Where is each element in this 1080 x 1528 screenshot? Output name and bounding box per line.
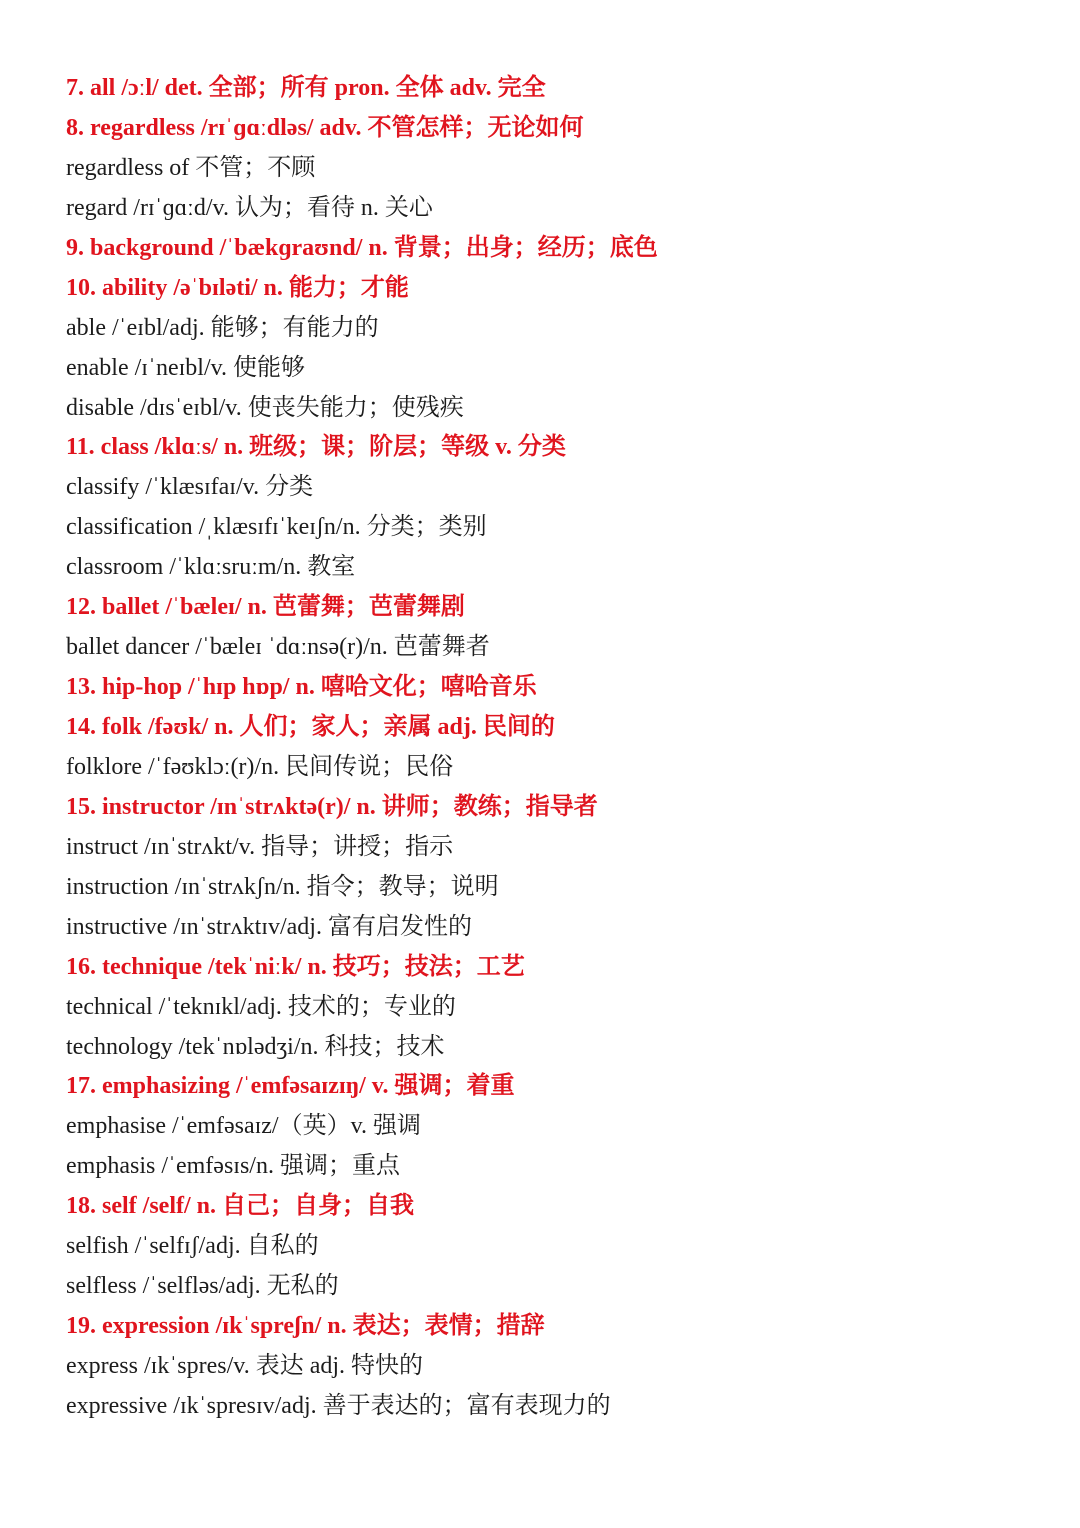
entry-derivative: folklore /ˈfəʊklɔː(r)/n. 民间传说；民俗	[66, 753, 454, 780]
entry-derivative: instruction /ɪnˈstrʌkʃn/n. 指令；教导；说明	[66, 873, 499, 900]
entry-derivative: technical /ˈteknɪkl/adj. 技术的；专业的	[66, 993, 456, 1020]
entry-derivative: classroom /ˈklɑːsruːm/n. 教室	[66, 554, 356, 581]
entry-derivative: regard /rɪˈɡɑːd/v. 认为；看待 n. 关心	[66, 194, 433, 221]
entry-headword: 19. expression /ɪkˈspreʃn/ n. 表达；表情；措辞	[66, 1313, 545, 1340]
entry-headword: 15. instructor /ɪnˈstrʌktə(r)/ n. 讲师；教练；指导者	[66, 793, 598, 820]
entry-derivative: classify /ˈklæsɪfaɪ/v. 分类	[66, 474, 314, 501]
entry-derivative: technology /tekˈnɒlədʒi/n. 科技；技术	[66, 1033, 445, 1060]
entry-derivative: expressive /ɪkˈspresɪv/adj. 善于表达的；富有表现力的	[66, 1392, 611, 1419]
entry-headword: 10. ability /əˈbɪləti/ n. 能力；才能	[66, 274, 409, 301]
entry-derivative: classification /ˌklæsɪfɪˈkeɪʃn/n. 分类；类别	[66, 514, 487, 541]
entry-derivative: disable /dɪsˈeɪbl/v. 使丧失能力；使残疾	[66, 394, 464, 421]
entry-derivative: regardless of 不管；不顾	[66, 154, 316, 181]
entry-headword: 16. technique /tekˈniːk/ n. 技巧；技法；工艺	[66, 953, 525, 980]
entry-headword: 17. emphasizing /ˈemfəsaɪzɪŋ/ v. 强调；着重	[66, 1073, 515, 1100]
entry-derivative: instruct /ɪnˈstrʌkt/v. 指导；讲授；指示	[66, 833, 454, 860]
entry-headword: 11. class /klɑːs/ n. 班级；课；阶层；等级 v. 分类	[66, 434, 566, 461]
entry-derivative: emphasise /ˈemfəsaɪz/（英）v. 强调	[66, 1113, 422, 1140]
entry-derivative: instructive /ɪnˈstrʌktɪv/adj. 富有启发性的	[66, 913, 472, 940]
entry-derivative: able /ˈeɪbl/adj. 能够；有能力的	[66, 314, 379, 341]
entry-headword: 18. self /self/ n. 自己；自身；自我	[66, 1193, 414, 1220]
entry-derivative: enable /ɪˈneɪbl/v. 使能够	[66, 354, 306, 381]
entry-derivative: selfish /ˈselfɪʃ/adj. 自私的	[66, 1233, 319, 1260]
entry-headword: 14. folk /fəʊk/ n. 人们；家人；亲属 adj. 民间的	[66, 714, 555, 740]
entry-headword: 12. ballet /ˈbæleɪ/ n. 芭蕾舞；芭蕾舞剧	[66, 594, 465, 621]
entry-headword: 13. hip-hop /ˈhɪp hɒp/ n. 嘻哈文化；嘻哈音乐	[66, 674, 537, 701]
entry-headword: 9. background /ˈbækɡraʊnd/ n. 背景；出身；经历；底色	[66, 234, 658, 261]
entry-derivative: express /ɪkˈspres/v. 表达 adj. 特快的	[66, 1353, 424, 1379]
entry-derivative: selfless /ˈselfləs/adj. 无私的	[66, 1273, 339, 1300]
entry-headword: 7. all /ɔːl/ det. 全部；所有 pron. 全体 adv. 完全	[66, 75, 546, 101]
entry-headword: 8. regardless /rɪˈɡɑːdləs/ adv. 不管怎样；无论如何	[66, 114, 584, 141]
vocabulary-list	[66, 69, 1046, 1427]
entry-derivative: ballet dancer /ˈbæleɪ ˈdɑːnsə(r)/n. 芭蕾舞者	[66, 634, 490, 661]
entry-derivative: emphasis /ˈemfəsɪs/n. 强调；重点	[66, 1153, 400, 1180]
